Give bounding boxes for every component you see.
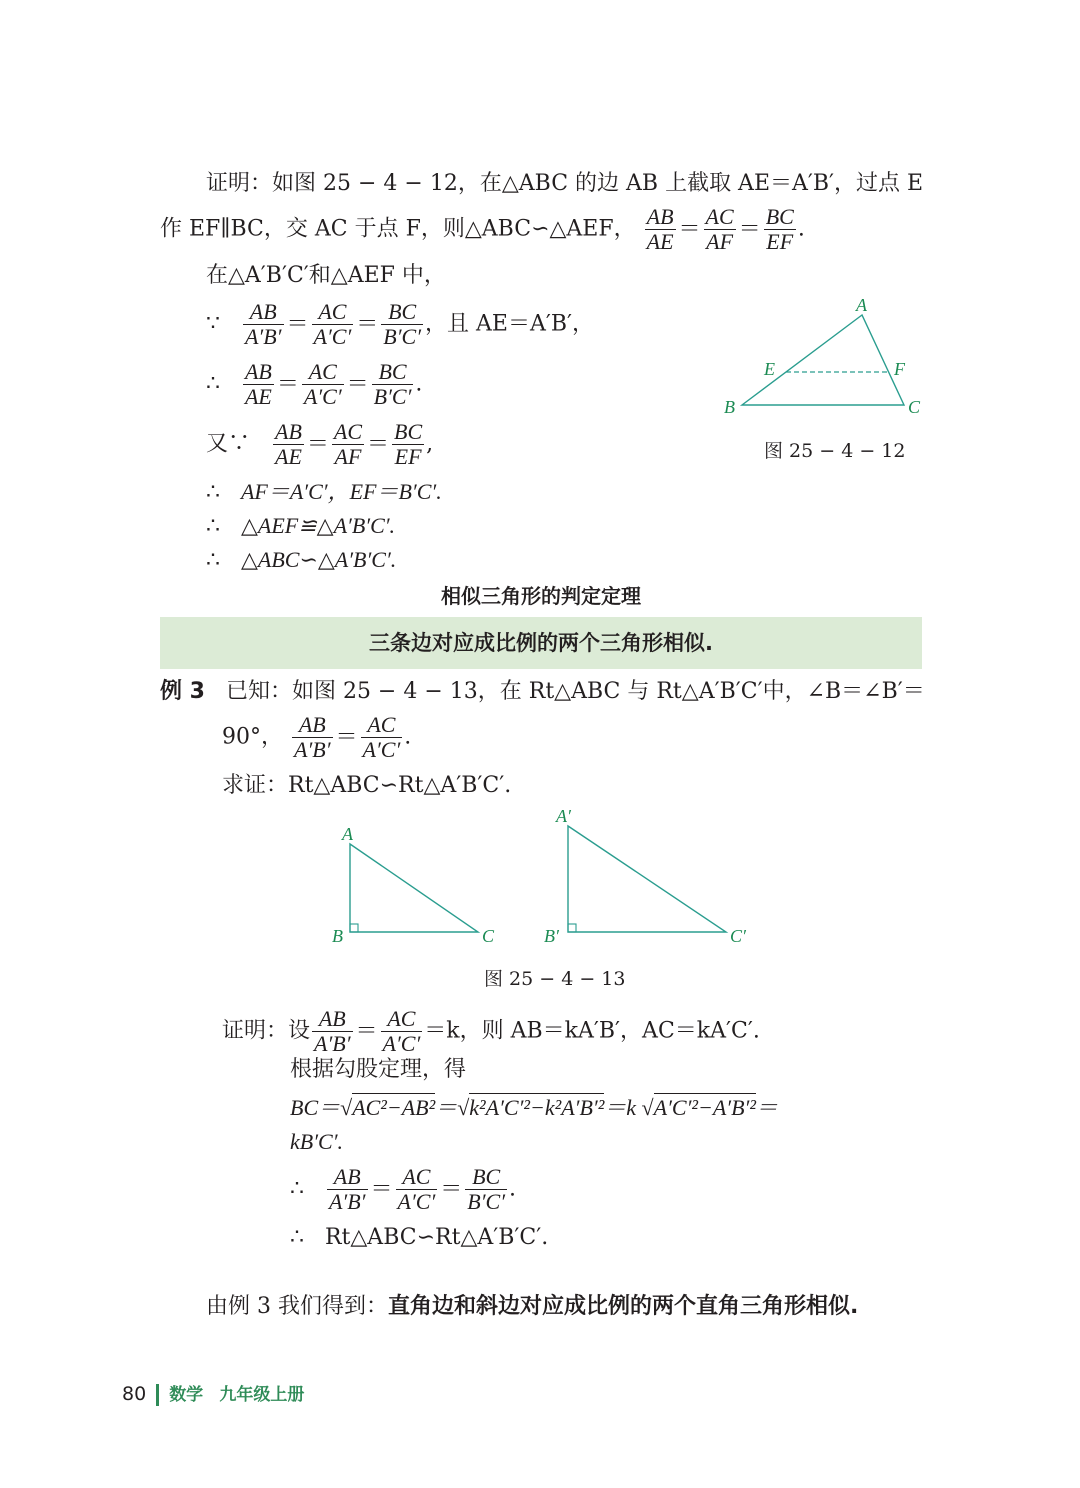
label-e: E (764, 359, 775, 379)
therefore-symbol: ∴ (290, 1225, 304, 1250)
proof2-bc-end: kB′C′. (290, 1129, 344, 1154)
label-b: B (724, 397, 735, 417)
label-c: C (482, 926, 495, 946)
theorem-statement: 三条边对应成比例的两个三角形相似. (160, 617, 922, 669)
figure-25-4-13 (320, 800, 780, 950)
example3-tag: 例 3 (160, 679, 205, 704)
label-a: A (856, 295, 867, 315)
fraction: $\frac{AB}{A'B'}$ (294, 712, 331, 762)
fraction: $\frac{BC}{EF}$ (765, 204, 794, 254)
fraction: $\frac{AC}{A'C'}$ (303, 359, 342, 409)
therefore-symbol: ∴ (206, 548, 220, 573)
proof1-line2: 作 EF∥BC，交 AC 于点 F，则△ABC∽△AEF， $\frac{AB}{AE}$ ＝ $\frac{AC}{AF}$ ＝ $\frac{BC}{EF}$ . (160, 204, 805, 254)
conclusion-statement: 直角边和斜边对应成比例的两个直角三角形相似. (387, 1294, 859, 1319)
because-symbol: ∵ (206, 311, 220, 337)
right-angle-mark-b (350, 924, 358, 932)
proof2-therefore2 (290, 1224, 548, 1252)
page-number: 80 (122, 1383, 147, 1405)
fraction: $\frac{BC}{B'C'}$ (467, 1164, 506, 1214)
therefore-line4 (206, 546, 396, 575)
fraction: $\frac{AB}{A'B'}$ (328, 1164, 366, 1214)
figure-25-4-12 (720, 295, 930, 425)
proof2-pythagoras: 根据勾股定理，得 (290, 1057, 467, 1082)
label-f: F (894, 359, 905, 379)
proof1-af-ef: AF＝A′C′，EF＝B′C′. (240, 479, 442, 504)
fraction: $\frac{AB}{A'B'}$ (244, 299, 282, 349)
proof1-line3: 在△A′B′C′和△AEF 中， (206, 263, 446, 288)
footer-divider (156, 1384, 159, 1406)
fraction: $\frac{AB}{AE}$ (646, 204, 674, 254)
fraction: $\frac{AC}{A'C'}$ (382, 1006, 421, 1056)
proof2-bc-equation: BC＝√AC²−AB²＝√k²A′C′²−k²A′B′²＝k √A′C′²−A′B′²＝ (290, 1095, 778, 1120)
triangle-a2b2c2-right (568, 826, 726, 932)
fraction: $\frac{AC}{AF}$ (705, 204, 734, 254)
proof1-line1: 证明：如图 25 − 4 − 12，在△ABC 的边 AB 上截取 AE＝A′B′，过点 E (206, 171, 924, 196)
fraction: $\frac{AC}{A'C'}$ (313, 299, 352, 349)
footer-subject: 数学 (169, 1385, 204, 1405)
therefore-symbol: ∴ (206, 514, 220, 539)
page-footer (122, 1380, 304, 1406)
fraction: $\frac{AC}{A'C'}$ (362, 712, 401, 762)
example3-prove: 求证：Rt△ABC∽Rt△A′B′C′. (222, 773, 512, 798)
because-line1-tail: ，且 AE＝A′B′， (425, 311, 595, 337)
example3-angle: 90°， (222, 724, 283, 750)
fraction: $\frac{BC}{EF}$ (394, 419, 423, 469)
conclusion-prefix: 由例 3 我们得到： (206, 1294, 388, 1319)
label-c: C (908, 397, 921, 417)
right-angle-mark-b2 (568, 924, 576, 932)
example3-line1 (160, 678, 925, 706)
therefore-line2 (206, 478, 442, 507)
fraction: $\frac{AC}{A'C'}$ (397, 1164, 436, 1214)
proof1-similar: △ABC∽△A′B′C′. (240, 547, 397, 572)
fraction: $\frac{BC}{B'C'}$ (373, 359, 412, 409)
fraction: $\frac{AC}{AF}$ (333, 419, 363, 469)
example3-given: 已知：如图 25 − 4 − 13，在 Rt△ABC 与 Rt△A′B′C′中，∠B＝∠B′＝ (225, 679, 925, 704)
label-a-prime: A′ (556, 806, 571, 826)
figure1-caption: 图 25 − 4 − 12 (764, 440, 906, 462)
therefore-symbol: ∴ (206, 371, 220, 397)
also-because-line: 又∵ $\frac{AB}{AE}$ ＝ $\frac{AC}{AF}$ ＝ $\frac{BC}{EF}$ , (206, 419, 434, 469)
figure2-caption: 图 25 − 4 − 13 (484, 968, 626, 990)
label-b: B (332, 926, 343, 946)
therefore-line1: ∴ $\frac{AB}{AE}$ ＝ $\frac{AC}{A'C'}$ ＝ $\frac{BC}{B'C'}$ . (206, 359, 423, 409)
proof1-congruent: △AEF≌△A′B′C′. (240, 513, 396, 538)
also-because-symbol: 又∵ (206, 431, 251, 457)
proof2-tail: ＝k，则 AB＝kA′B′，AC＝kA′C′. (424, 1018, 760, 1044)
label-b-prime: B′ (544, 926, 559, 946)
label-c-prime: C′ (730, 926, 746, 946)
therefore-symbol: ∴ (206, 480, 220, 505)
proof1-line2-text: 作 EF∥BC，交 AC 于点 F，则△ABC∽△AEF， (160, 216, 636, 242)
theorem-heading: 相似三角形的判定定理 (441, 584, 641, 608)
fraction: $\frac{AB}{A'B'}$ (314, 1006, 351, 1056)
fraction: $\frac{BC}{B'C'}$ (383, 299, 422, 349)
proof2-line1: 证明：设 $\frac{AB}{A'B'}$ ＝ $\frac{AC}{A'C'}$ ＝k，则 AB＝kA′B′，AC＝kA′C′. (222, 1006, 760, 1056)
conclusion-line (206, 1293, 858, 1321)
fraction: $\frac{AB}{AE}$ (275, 419, 302, 469)
footer-book: 九年级上册 (219, 1385, 305, 1405)
label-a: A (342, 824, 353, 844)
therefore-line3 (206, 512, 395, 541)
example3-line2: 90°， $\frac{AB}{A'B'}$ ＝ $\frac{AC}{A'C'}$ . (222, 712, 412, 762)
proof2-final: Rt△ABC∽Rt△A′B′C′. (324, 1225, 549, 1250)
triangle-abc-right (350, 844, 478, 932)
proof2-head: 证明：设 (222, 1018, 311, 1044)
therefore-symbol: ∴ (290, 1176, 304, 1202)
fraction: $\frac{AB}{AE}$ (244, 359, 272, 409)
because-line1: ∵ $\frac{AB}{A'B'}$ ＝ $\frac{AC}{A'C'}$ ＝ $\frac{BC}{B'C'}$ ，且 AE＝A′B′， (206, 299, 595, 349)
proof2-therefore1: ∴ $\frac{AB}{A'B'}$ ＝ $\frac{AC}{A'C'}$ ＝ $\frac{BC}{B'C'}$ . (290, 1164, 517, 1214)
